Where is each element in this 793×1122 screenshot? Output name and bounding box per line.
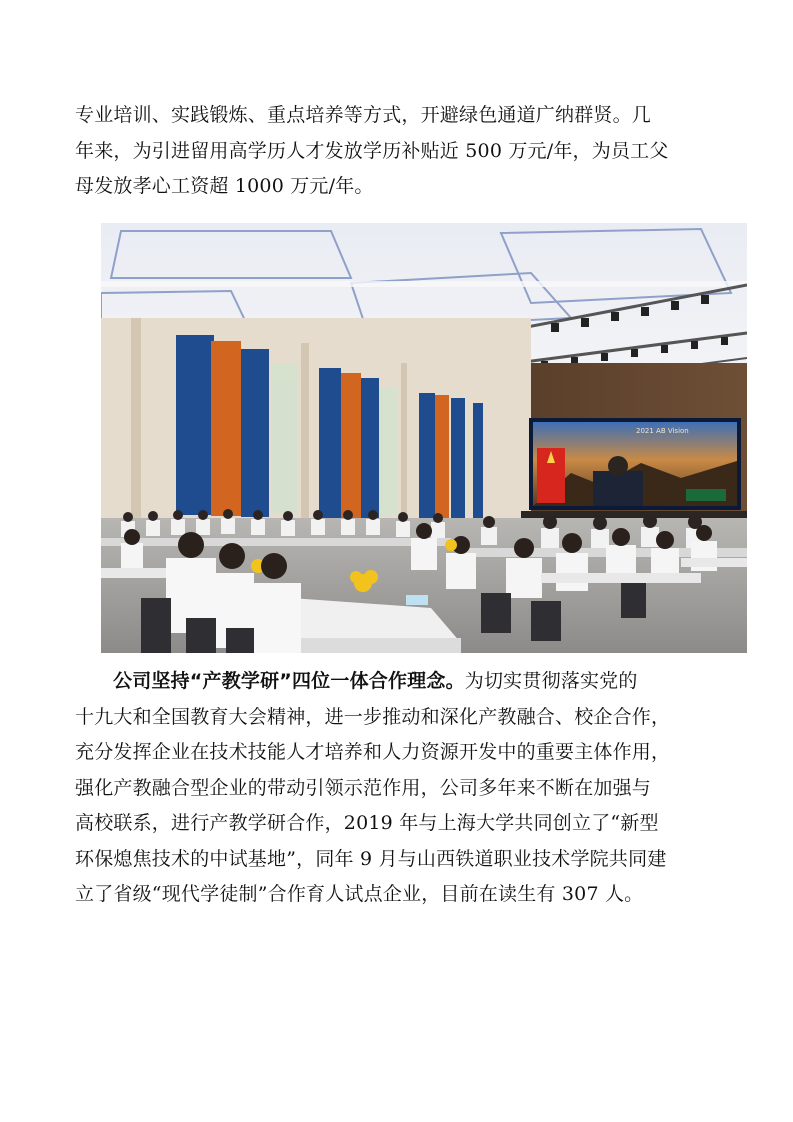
text-line: 强化产教融合型企业的带动引领示范作用，公司多年来不断在加强与 xyxy=(75,776,652,799)
text-line: 十九大和全国教育大会精神，进一步推动和深化产教融合、校企合作， xyxy=(75,705,671,728)
text-line: 母发放孝心工资超 1000 万元/年。 xyxy=(75,175,374,197)
name-card xyxy=(406,595,428,605)
led-screen xyxy=(529,418,741,510)
screen-caption: 2021 AB Vision xyxy=(636,427,689,435)
text-line: 年来，为引进留用高学历人才发放学历补贴近 500 万元/年，为员工父 xyxy=(75,139,669,162)
paragraph-recruitment xyxy=(75,98,723,205)
wall xyxy=(101,318,531,518)
lead-sentence: 公司坚持“产教学研”四位一体合作理念。 xyxy=(113,670,465,692)
text-line: 专业培训、实践锻炼、重点培养等方式，开避绿色通道广纳群贤。几 xyxy=(75,104,652,126)
text-line: 高校联系，进行产教学研合作，2019 年与上海大学共同创立了“新型 xyxy=(75,812,659,834)
conference-hall-photo xyxy=(101,223,747,653)
text-line: 立了省级“现代学徒制”合作育人试点企业，目前在读生有 307 人。 xyxy=(75,883,644,905)
paragraph-cooperation xyxy=(75,664,723,913)
text-line: 环保熄焦技术的中试基地”，同年 9 月与山西铁道职业技术学院共同建 xyxy=(75,847,667,870)
lead-continuation: 为切实贯彻落实党的 xyxy=(464,670,638,692)
text-line-lead xyxy=(75,664,723,700)
text-line: 充分发挥企业在技术技能人才培养和人力资源开发中的重要主体作用， xyxy=(75,741,671,763)
